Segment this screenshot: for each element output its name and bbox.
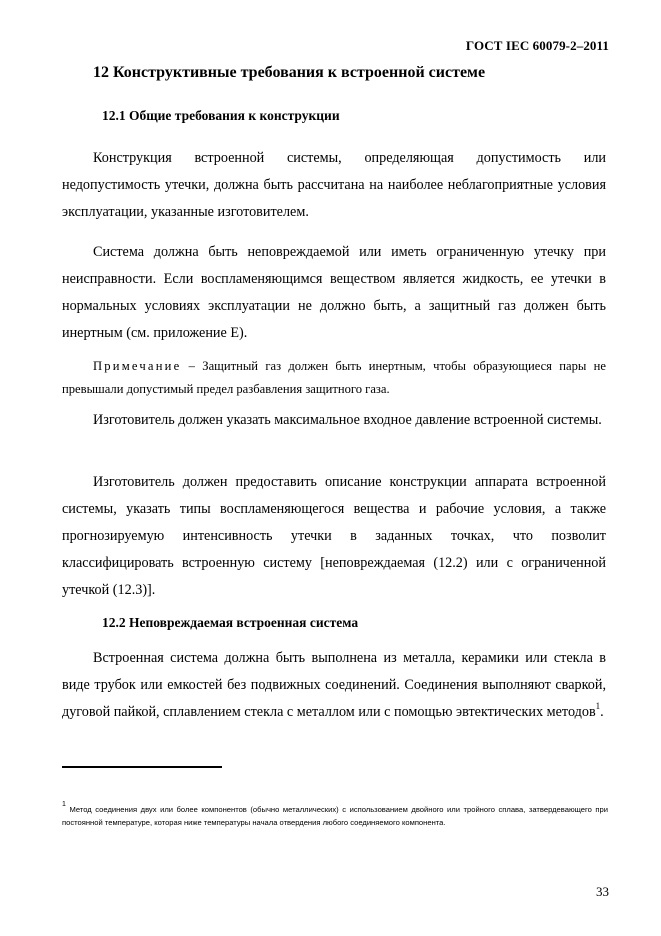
paragraph-5-end: . — [600, 704, 604, 720]
subsection-title-12-2: 12.2 Неповреждаемая встроенная система — [102, 615, 359, 630]
document-header: ГОСТ IEC 60079-2–2011 — [465, 38, 609, 53]
paragraph-5 — [62, 645, 606, 726]
subsection-title-12-1: 12.1 Общие требования к конструкции — [102, 108, 340, 123]
paragraph-2: Система должна быть неповреждаемой или иметь ограниченную утечку при неисправности. Если воспламеняющимся веществом является жидкость, ее утечки в нормальных условиях эксплуатации не должно быть, а защитный газ должен быть инертным (см. приложение Е). — [62, 244, 606, 341]
section-title: 12 Конструктивные требования к встроенной системе — [93, 64, 486, 81]
paragraph-3: Изготовитель должен указать максимальное входное давление встроенной системы. — [93, 412, 602, 428]
paragraph-1: Конструкция встроенной системы, определяющая допустимость или недопустимость утечки, должна быть рассчитана на наиболее неблагоприятные условия эксплуатации, указанные изготовителем. — [62, 150, 606, 220]
footnote-text: Метод соединения двух или более компонентов (обычно металлических) с использованием двойного или тройного сплава, затвердевающего при постоянной температуре, которая ниже температуры начала отвердения любого соединяемого компонента. — [62, 805, 608, 827]
page-number: 33 — [596, 884, 609, 899]
note-label: Примечание — [93, 359, 182, 373]
paragraph-4: Изготовитель должен предоставить описание конструкции аппарата встроенной системы, указать типы воспламеняющегося вещества и рабочие условия, а также прогнозируемую интенсивность утечки в заданных точках, что позволит классифицировать встроенную систему [неповреждаемая (12.2) или с ограниченной утечкой (12.3)]. — [62, 474, 606, 598]
footnote-reference: 1 — [595, 701, 601, 712]
footnote-mark: 1 — [62, 801, 66, 809]
footnote — [62, 801, 608, 829]
note-text: – Защитный газ должен быть инертным, чтобы образующиеся пары не превышали допустимый предел разбавления защитного газа. — [62, 359, 606, 396]
footnote-divider — [62, 766, 222, 768]
note — [62, 355, 606, 400]
paragraph-5-text: Встроенная система должна быть выполнена из металла, керамики или стекла в виде трубок или емкостей без подвижных соединений. Соединения выполняют сваркой, дуговой пайкой, сплавлением стекла с металлом или с помощью эвтектических методов — [62, 650, 606, 720]
